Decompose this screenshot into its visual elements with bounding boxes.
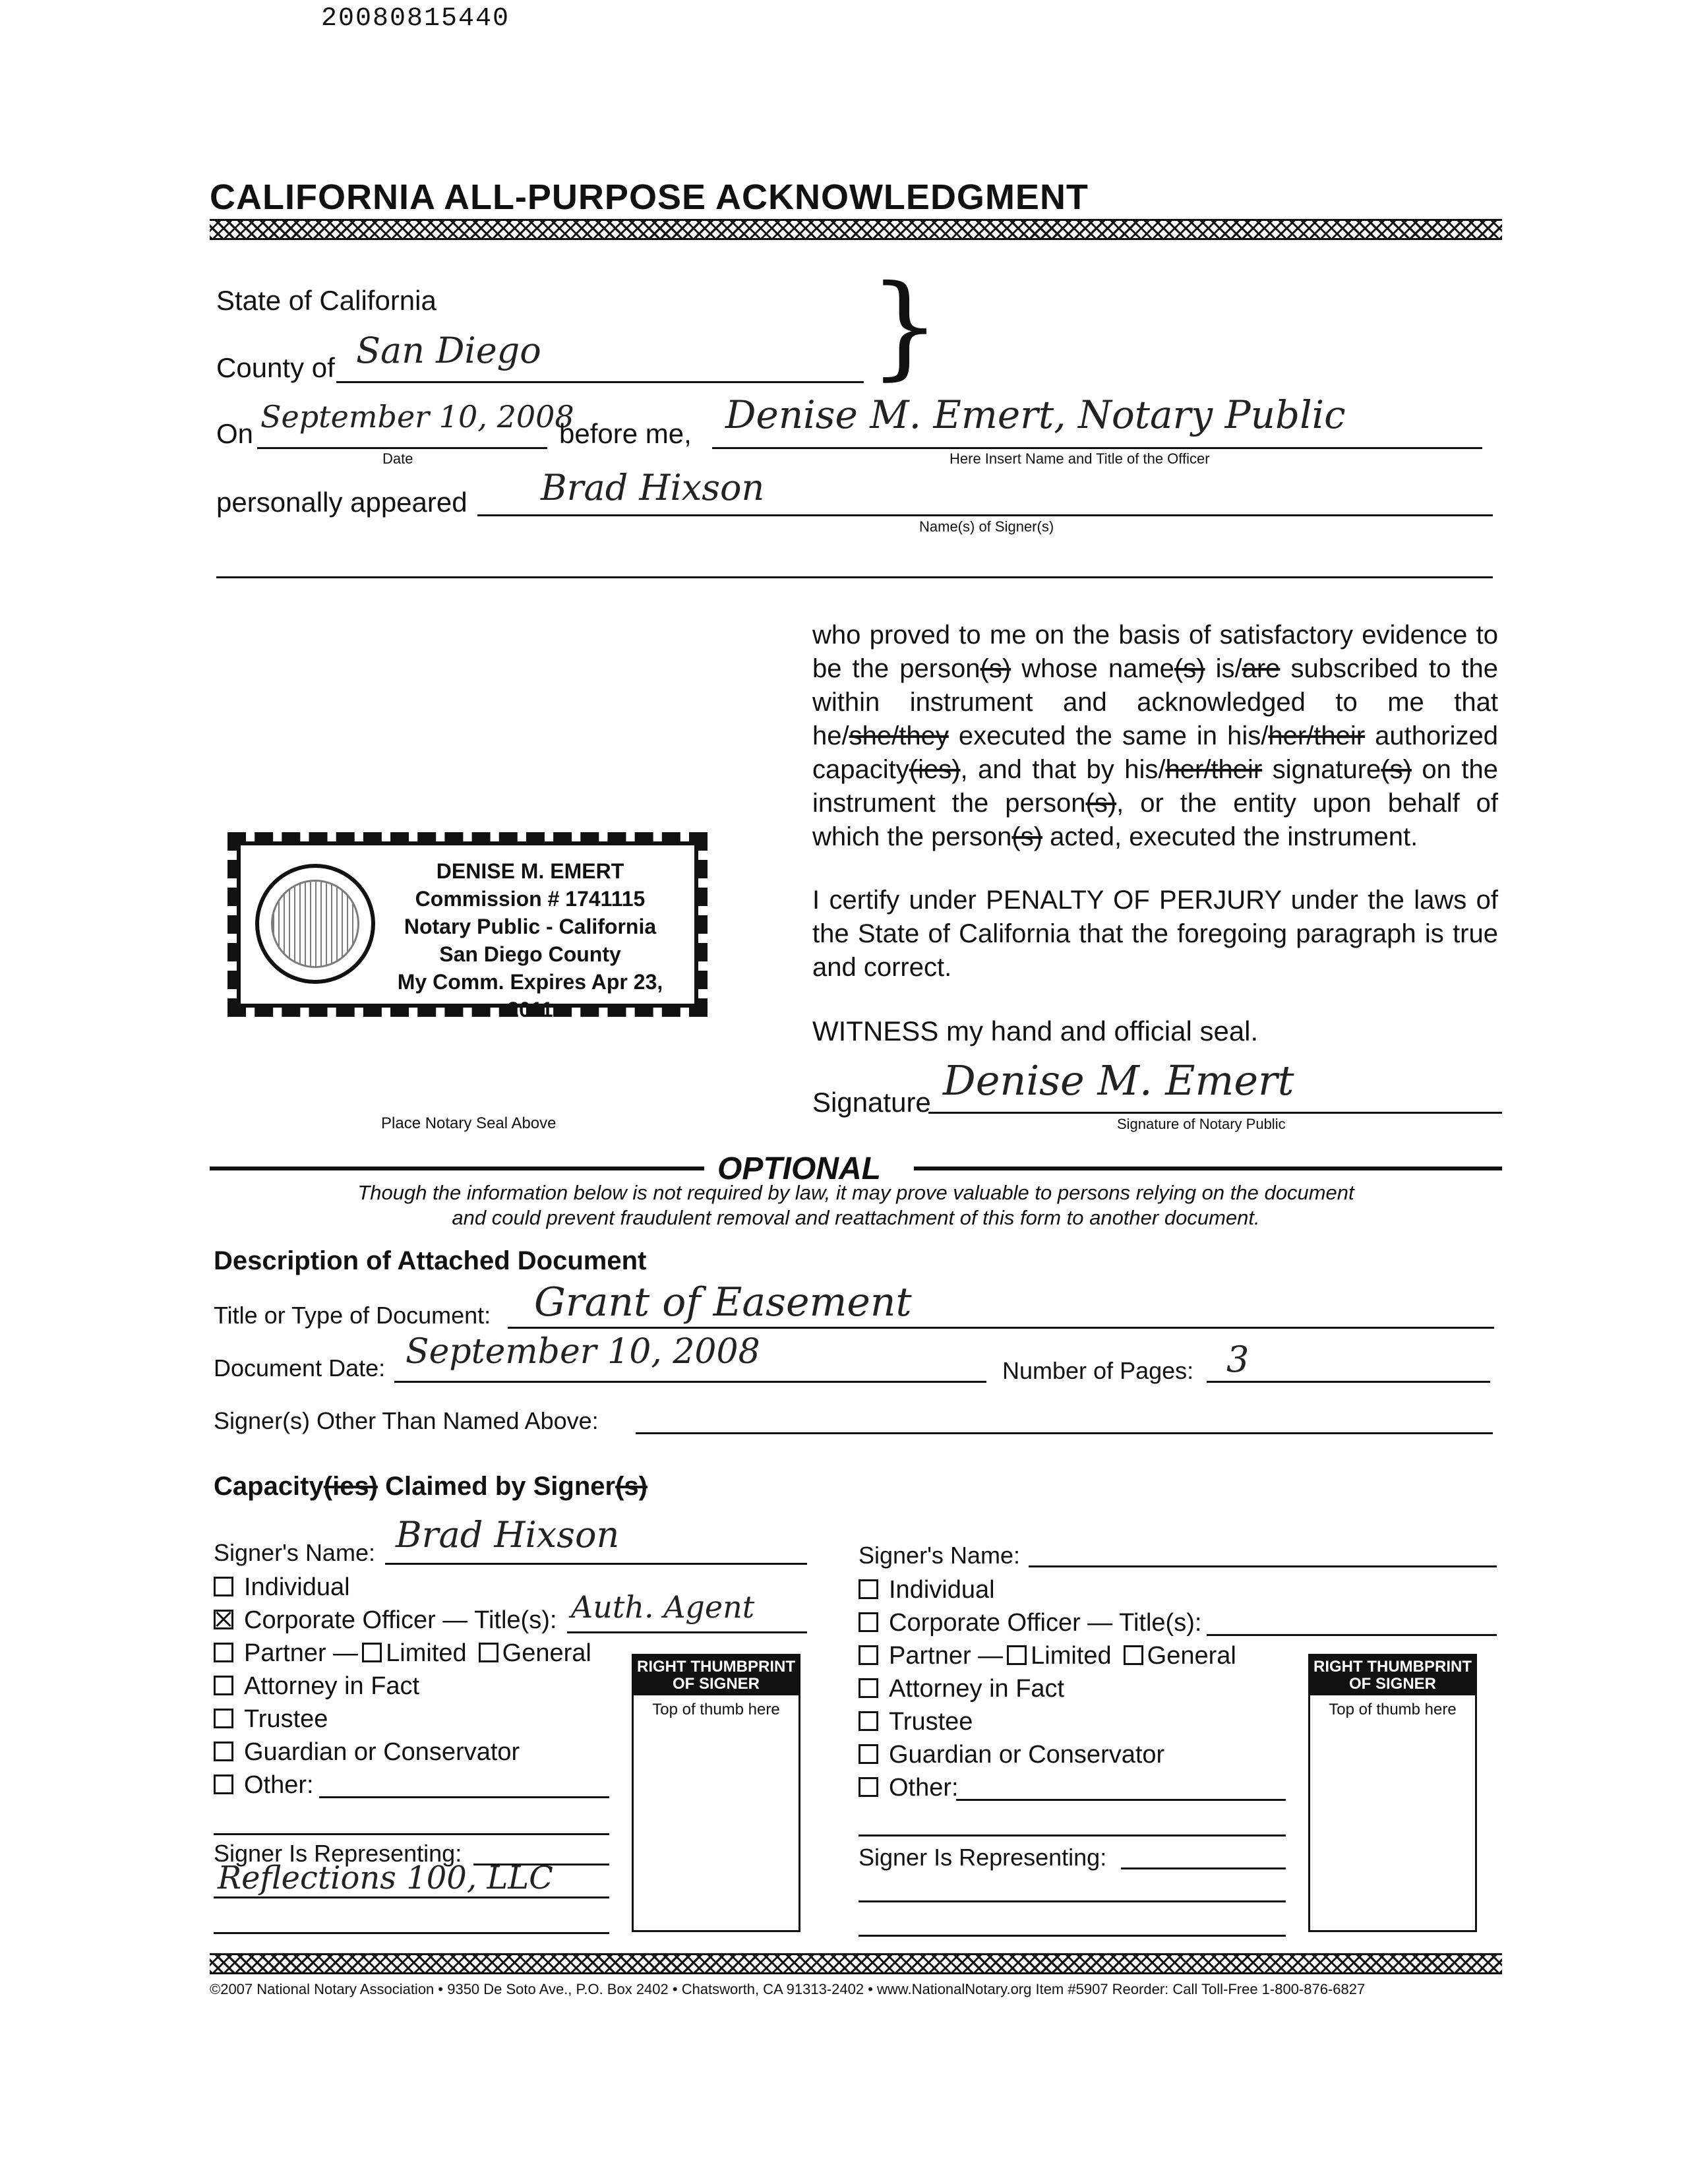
date-value: September 10, 2008 — [260, 399, 574, 435]
on-label: On — [216, 418, 254, 449]
stamp-line-2: Commission # 1741115 — [415, 887, 646, 911]
stamp-line-3: Notary Public - California — [404, 915, 657, 938]
left-thumb-sub: Top of thumb here — [652, 1701, 780, 1718]
right-corporate-checkbox[interactable] — [859, 1612, 878, 1632]
left-guardian-row[interactable]: Guardian or Conservator — [214, 1738, 520, 1767]
right-attorney-row[interactable]: Attorney in Fact — [859, 1675, 1064, 1703]
doc-date-label: Document Date: — [214, 1354, 386, 1381]
right-signer-name-line — [1029, 1565, 1497, 1567]
pages-label: Number of Pages: — [1002, 1357, 1194, 1384]
right-corporate-row[interactable]: Corporate Officer — Title(s): — [859, 1609, 1201, 1637]
optional-note-2: and could prevent fraudulent removal and reattachment of this form to another document. — [452, 1206, 1260, 1229]
right-representing-line — [1121, 1867, 1286, 1869]
document-number: 20080815440 — [320, 4, 510, 34]
appeared-label: personally appeared — [216, 487, 467, 518]
right-representing-line-2 — [859, 1900, 1286, 1902]
left-corporate-checkbox[interactable] — [214, 1610, 233, 1629]
right-individual-row[interactable]: Individual — [859, 1576, 995, 1604]
left-trustee-checkbox[interactable] — [214, 1709, 233, 1728]
right-representing-line-3 — [859, 1935, 1286, 1937]
date-caption: Date — [382, 450, 413, 467]
left-representing-value: Reflections 100, LLC — [218, 1860, 553, 1896]
left-general-checkbox[interactable] — [479, 1643, 498, 1662]
right-other-line — [956, 1799, 1286, 1801]
left-other-checkbox[interactable] — [214, 1774, 233, 1794]
doc-date-line — [394, 1381, 986, 1383]
pages-value: 3 — [1226, 1339, 1250, 1380]
pages-line — [1207, 1381, 1490, 1383]
left-thumb-heading: RIGHT THUMBPRINT OF SIGNER — [634, 1656, 799, 1695]
signer-line — [477, 514, 1493, 516]
right-other-checkbox[interactable] — [859, 1777, 878, 1797]
left-representing-line-3 — [214, 1932, 609, 1934]
right-representing-label: Signer Is Representing: — [859, 1844, 1107, 1871]
other-signers-label: Signer(s) Other Than Named Above: — [214, 1407, 599, 1434]
doc-type-line — [508, 1327, 1494, 1329]
right-trustee-checkbox[interactable] — [859, 1711, 878, 1731]
certify-paragraph: I certify under PENALTY OF PERJURY under the laws of the State of California that the foregoing paragraph is true and correct. — [812, 886, 1498, 982]
right-other-line-2 — [859, 1835, 1286, 1836]
date-line — [257, 447, 547, 449]
seal-caption: Place Notary Seal Above — [381, 1114, 557, 1132]
left-attorney-row[interactable]: Attorney in Fact — [214, 1672, 419, 1701]
right-corporate-line — [1207, 1634, 1497, 1636]
optional-note-1: Though the information below is not required by law, it may prove valuable to persons relying on the document — [357, 1181, 1354, 1204]
doc-type-value: Grant of Easement — [534, 1279, 912, 1325]
doc-date-value: September 10, 2008 — [406, 1332, 760, 1372]
left-representing-line-2 — [214, 1896, 609, 1898]
notary-signature: Denise M. Emert — [943, 1056, 1294, 1105]
left-corporate-row[interactable]: Corporate Officer — Title(s): — [214, 1606, 557, 1635]
officer-caption: Here Insert Name and Title of the Officer — [950, 450, 1210, 467]
right-thumb-heading: RIGHT THUMBPRINT OF SIGNER — [1310, 1656, 1475, 1695]
left-signer-name-label: Signer's Name: — [214, 1539, 375, 1566]
venue-brace: } — [869, 261, 941, 392]
right-signer-name-label: Signer's Name: — [859, 1542, 1020, 1569]
before-me-label: before me, — [559, 418, 692, 449]
left-other-row[interactable]: Other: — [214, 1771, 314, 1800]
right-other-row[interactable]: Other: — [859, 1774, 959, 1802]
left-partner-checkbox[interactable] — [214, 1643, 233, 1662]
description-heading: Description of Attached Document — [214, 1246, 647, 1275]
signature-label: Signature — [812, 1087, 931, 1118]
left-signer-name-line — [385, 1563, 807, 1565]
left-individual-checkbox[interactable] — [214, 1577, 233, 1596]
left-partner-row[interactable]: Partner — Limited General — [214, 1639, 591, 1668]
proof-paragraph: who proved to me on the basis of satisfactory evidence to be the person(s) whose name(s) is/are subscribed to the within instrument and acknowledged to me that he/she/they executed the same in his/her/their authorized capacity(ies), and that by his/her/their signature(s) on the instrument the person(s), or the entity upon behalf of which the person(s) acted, executed the instrument. — [812, 621, 1499, 851]
signer-value: Brad Hixson — [541, 467, 765, 508]
signer-line-2 — [216, 576, 1493, 578]
left-other-line-2 — [214, 1833, 609, 1835]
left-representing-label: Signer Is Representing: — [214, 1840, 462, 1867]
right-guardian-checkbox[interactable] — [859, 1744, 878, 1764]
footer-text: ©2007 National Notary Association • 9350 De Soto Ave., P.O. Box 2402 • Chatsworth, CA 91313-2402 • www.NationalNotary.org Item #5907 Reorder: Call Toll-Free 1-800-876-6827 — [210, 1981, 1366, 1997]
right-thumbprint-box — [1308, 1654, 1477, 1932]
right-general-checkbox[interactable] — [1124, 1645, 1143, 1665]
stamp-line-4: San Diego County — [439, 942, 621, 966]
county-line — [336, 381, 864, 383]
optional-label: OPTIONAL — [717, 1151, 881, 1186]
right-thumb-sub: Top of thumb here — [1329, 1701, 1457, 1718]
left-other-line — [319, 1796, 609, 1798]
stamp-line-5: My Comm. Expires Apr 23, 2011 — [397, 970, 663, 1021]
top-decorative-border — [210, 219, 1502, 240]
form-title: CALIFORNIA ALL-PURPOSE ACKNOWLEDGMENT — [210, 177, 1089, 217]
bottom-decorative-border — [210, 1953, 1502, 1974]
right-partner-row[interactable]: Partner — Limited General — [859, 1642, 1236, 1670]
witness-text: WITNESS my hand and official seal. — [812, 1016, 1259, 1046]
left-thumbprint-box — [632, 1654, 800, 1932]
state-label: State of California — [216, 285, 437, 316]
right-limited-checkbox[interactable] — [1007, 1645, 1027, 1665]
doc-type-label: Title or Type of Document: — [214, 1302, 491, 1329]
signature-caption: Signature of Notary Public — [1117, 1116, 1286, 1132]
signature-line — [928, 1112, 1502, 1114]
capacity-heading: Capacity(ies) Claimed by Signer(s) — [214, 1472, 648, 1501]
county-value: San Diego — [356, 330, 541, 371]
left-attorney-checkbox[interactable] — [214, 1676, 233, 1695]
left-guardian-checkbox[interactable] — [214, 1742, 233, 1761]
notary-stamp — [227, 832, 708, 1021]
left-individual-row[interactable]: Individual — [214, 1573, 350, 1602]
right-partner-checkbox[interactable] — [859, 1645, 878, 1665]
other-signers-line — [636, 1432, 1493, 1434]
signer-caption: Name(s) of Signer(s) — [919, 518, 1054, 535]
right-guardian-row[interactable]: Guardian or Conservator — [859, 1741, 1164, 1769]
right-individual-checkbox[interactable] — [859, 1579, 878, 1599]
right-attorney-checkbox[interactable] — [859, 1678, 878, 1698]
officer-value: Denise M. Emert, Notary Public — [725, 392, 1346, 437]
left-trustee-row[interactable]: Trustee — [214, 1705, 328, 1734]
left-corporate-title-value: Auth. Agent — [571, 1589, 755, 1625]
county-label: County of — [216, 352, 335, 383]
right-trustee-row[interactable]: Trustee — [859, 1708, 973, 1736]
state-seal-icon — [255, 864, 375, 984]
left-limited-checkbox[interactable] — [362, 1643, 382, 1662]
stamp-line-1: DENISE M. EMERT — [436, 859, 624, 883]
left-signer-name-value: Brad Hixson — [396, 1514, 620, 1556]
left-corporate-line — [567, 1631, 807, 1633]
officer-line — [712, 447, 1482, 449]
